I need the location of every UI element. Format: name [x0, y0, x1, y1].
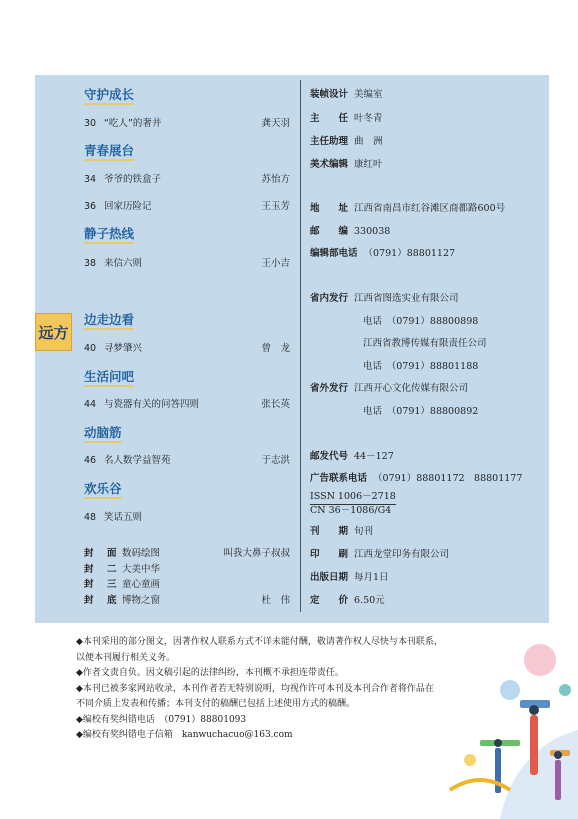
outside-distribution: 省外发行 江西开心文化传媒有限公司: [310, 383, 469, 394]
section-title: 欢乐谷: [84, 481, 122, 496]
issn-number: ISSN 1006－2718: [310, 491, 396, 505]
section-title: 静子热线: [84, 226, 135, 241]
notice-line: ◆编校有奖纠错电话 （0791）88801093: [76, 714, 247, 725]
frequency-row: 刊 期 旬刊: [310, 526, 374, 537]
staff-row: 主 任 叶冬青: [310, 113, 383, 124]
editorial-phone-row: 编辑部电话 （0791）88801127: [310, 248, 456, 259]
article-item[interactable]: 38 来信六则 王小吉: [84, 258, 290, 269]
notice-line: ◆本刊采用的部分图文，因著作权人联系方式不详未能付酬，敬请著作权人尽快与本刊联系，: [76, 637, 443, 647]
cover-item: 封 底 博物之窗 杜 伟: [84, 595, 290, 606]
address-row: 地 址 江西省南昌市红谷滩区商都路600号: [310, 203, 506, 214]
notice-line: ◆编校有奖纠错电子信箱 kanwuchacuo@163.com: [76, 730, 293, 740]
cover-item: 封 面 数码绘图 叫我大鼻子叔叔: [84, 548, 290, 559]
column-divider: [300, 80, 301, 612]
issn-block: [310, 491, 396, 517]
article-item[interactable]: 40 寻梦肇兴 曾 龙: [84, 343, 290, 354]
domestic-distribution: 省内发行 江西省图选实业有限公司: [310, 293, 459, 304]
cn-number: CN 36－1086/G4: [310, 505, 392, 516]
article-item[interactable]: 30 “吃人”的奢井 龚天羽: [84, 118, 290, 129]
ad-phone-row: 广告联系电话 （0791）88801172 88801177: [310, 473, 523, 484]
domestic-line: 江西省教博传媒有限责任公司: [363, 338, 487, 349]
outside-line: 电话 （0791）88800892: [363, 406, 479, 417]
notice-line: ◆作者文责自负。因文稿引起的法律纠纷，本刊概不承担连带责任。: [76, 668, 344, 678]
article-item[interactable]: 46 名人数学益智苑 于志洪: [84, 455, 290, 466]
staff-row: 主任助理 曲 洲: [310, 136, 383, 147]
decorative-illustration: [440, 620, 578, 819]
staff-row: 美术编辑 康红叶: [310, 159, 383, 170]
section-title: 动脑筋: [84, 425, 122, 440]
price-row: 定 价 6.50元: [310, 595, 385, 606]
section-title: 青春展台: [84, 143, 135, 158]
postal-code-row: 邮发代号 44－127: [310, 451, 394, 462]
printer-row: 印 刷 江西龙堂印务有限公司: [310, 549, 450, 560]
section-tag: 远方: [35, 313, 72, 351]
notice-line: ◆本刊已被多家网站收录，本刊作者若无特别说明，均视作许可本刊及本刊合作者将作品在: [76, 683, 434, 694]
domestic-line: 电话 （0791）88800898: [363, 316, 479, 327]
article-item[interactable]: 36 回家历险记 王玉芳: [84, 201, 290, 212]
article-item[interactable]: 44 与瓷器有关的问答四则 张长英: [84, 399, 290, 410]
section-title: 生活问吧: [84, 369, 135, 384]
cover-item: 封 二 大美中华: [84, 564, 161, 575]
section-title: 守护成长: [84, 87, 135, 102]
article-item[interactable]: 48 笑话五则: [84, 512, 143, 523]
postcode-row: 邮 编 330038: [310, 226, 391, 237]
notice-line: 以便本刊履行相关义务。: [76, 652, 176, 663]
publish-date-row: 出版日期 每月1日: [310, 572, 389, 583]
article-item[interactable]: 34 爷爷的铁盒子 苏怡方: [84, 174, 290, 185]
notice-line: 不同介质上发表和传播；本刊支付的稿酬已包括上述使用方式的稿酬。: [76, 699, 356, 709]
cover-item: 封 三 童心童画: [84, 579, 161, 590]
section-title: 边走边看: [84, 312, 135, 327]
staff-row: 装帧设计 美编室: [310, 89, 383, 100]
domestic-line: 电话 （0791）88801188: [363, 361, 479, 372]
